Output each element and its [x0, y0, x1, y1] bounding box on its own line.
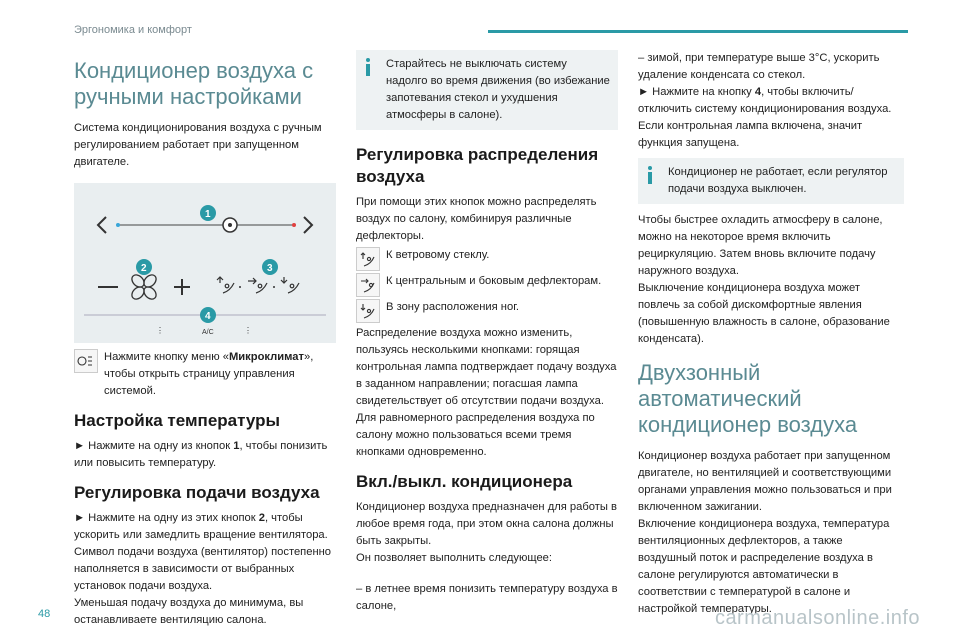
- chevron-right-icon: [304, 217, 312, 233]
- callout-1: [200, 205, 216, 221]
- svg-text:3: 3: [267, 263, 273, 274]
- temperature-text: ► Нажмите на одну из кнопок 1, чтобы понизить или повысить температуру.: [74, 440, 328, 469]
- callout-3: [262, 259, 278, 275]
- callout-4: [200, 307, 216, 323]
- heading-distribution: Регулировка распределения воздуха: [356, 145, 599, 186]
- ac-text-3: – в летнее время понизить температуру воздуха в салоне,: [356, 583, 618, 612]
- chevron-left-icon: [98, 217, 106, 233]
- distribution-center-icon: [248, 278, 267, 293]
- text-lamp: Если контрольная лампа включена, значит функция запущена.: [638, 120, 863, 149]
- fan-text-3: Уменьшая подачу воздуха до минимума, вы останавливаете вентиляцию салона.: [74, 597, 304, 626]
- center-vent-airflow-icon: [356, 273, 380, 297]
- section-title-dual-zone: Двухзонный автоматический кондиционер воздуха: [638, 360, 858, 437]
- text-winter: – зимой, при температуре выше 3°C, ускорить удаление конденсата со стекол.: [638, 52, 880, 81]
- distribution-feet-icon: [281, 277, 299, 293]
- text-press-4: ► Нажмите на кнопку 4, чтобы включить/отключить систему кондиционирования воздуха.: [638, 86, 892, 115]
- distribution-intro: При помощи этих кнопок можно распределять воздух по салону, комбинируя различные дефлекторы.: [356, 196, 597, 242]
- heading-fan: Регулировка подачи воздуха: [74, 483, 320, 502]
- column-1: [74, 50, 336, 629]
- slider-cold-dot: [116, 223, 120, 227]
- heading-temperature: Настройка температуры: [74, 411, 280, 430]
- fan-text-2: Символ подачи воздуха (вентилятор) постепенно наполняется в зависимости от выбранных установок подачи воздуха.: [74, 546, 332, 592]
- ac-text-2: Он позволяет выполнить следующее:: [356, 552, 553, 564]
- text-dual-1: Кондиционер воздуха работает при запущенном двигателе, но вентиляцией и соответствующими органами управления можно пользоваться и при включенном зажигании.: [638, 450, 892, 513]
- distribution-item: В зону расположения ног.: [356, 299, 618, 323]
- info-note-2: Кондиционер не работает, если регулятор подачи воздуха выключен.: [638, 158, 904, 204]
- svg-text:⋮: ⋮: [156, 326, 164, 335]
- panel-svg: [74, 183, 336, 343]
- heading-ac-toggle: Вкл./выкл. кондиционера: [356, 472, 573, 491]
- ac-text-1: Кондиционер воздуха предназначен для работы в любое время года, при этом окна салона должны быть закрыты.: [356, 501, 617, 547]
- svg-text:1: 1: [205, 209, 211, 220]
- info-icon: [648, 166, 652, 184]
- svg-text:4: 4: [205, 311, 211, 322]
- distribution-text-2: Распределение воздуха можно изменить, пользуясь несколькими кнопками: горящая контрольная лампа подтверждает подачу воздуха в заданном направлении; погасшая лампа свидетельствует об отсутствии подачи воздуха.: [356, 327, 617, 407]
- svg-text:⋮: ⋮: [244, 326, 252, 335]
- fan-text: ► Нажмите на одну из этих кнопок 2, чтобы ускорить или замедлить вращение вентилятора.: [74, 512, 328, 541]
- text-recirculation: Чтобы быстрее охладить атмосферу в салоне, можно на некоторое время включить рециркуляцию. Затем вновь включите подачу наружного воздуха.: [638, 214, 883, 277]
- slider-hot-dot: [292, 223, 296, 227]
- info-note: Старайтесь не выключать систему надолго во время движения (во избежание запотевания стекол и ухудшения атмосферы в салоне).: [356, 50, 618, 130]
- climate-control-panel-illustration: [74, 183, 336, 343]
- watermark: carmanualsonline.info: [714, 607, 920, 629]
- header-accent-bar: [488, 30, 908, 33]
- svg-text:2: 2: [141, 263, 147, 274]
- distribution-item: К центральным и боковым дефлекторам.: [356, 273, 618, 297]
- distribution-text-3: Для равномерного распределения воздуха по салону можно пользоваться всеми тремя кнопками одновременно.: [356, 412, 595, 458]
- distribution-item: К ветровому стеклу.: [356, 247, 618, 271]
- section-title-manual-ac: Кондиционер воздуха с ручными настройками: [74, 58, 314, 109]
- text-dual-2: Включение кондиционера воздуха, температура вентиляционных дефлекторов, а также воздушный поток и распределение воздуха в салоне регулируются автоматически в соответствии с температурой в салоне и настройкой температуры.: [638, 518, 890, 615]
- page-number: 48: [38, 608, 51, 620]
- windscreen-airflow-icon: [356, 247, 380, 271]
- column-2: [356, 50, 618, 615]
- fan-icon: [130, 273, 159, 302]
- ac-label: A/C: [202, 329, 214, 336]
- column-3: [638, 50, 904, 618]
- distribution-windscreen-icon: [217, 277, 234, 293]
- text-discomfort: Выключение кондиционера воздуха может повлечь за собой дискомфортные явления (повышенную влажность в салоне, образование конденсата).: [638, 282, 890, 345]
- feet-airflow-icon: [356, 299, 380, 323]
- callout-2: [136, 259, 152, 275]
- climate-menu-icon: [74, 349, 98, 373]
- intro-text: Система кондиционирования воздуха с ручным регулированием работает при запущенном двигателе.: [74, 122, 322, 168]
- info-icon: [366, 58, 370, 76]
- menu-instruction: Нажмите кнопку меню «Микроклимат», чтобы открыть страницу управления системой.: [74, 349, 336, 400]
- section-header: Эргономика и комфорт: [74, 24, 192, 36]
